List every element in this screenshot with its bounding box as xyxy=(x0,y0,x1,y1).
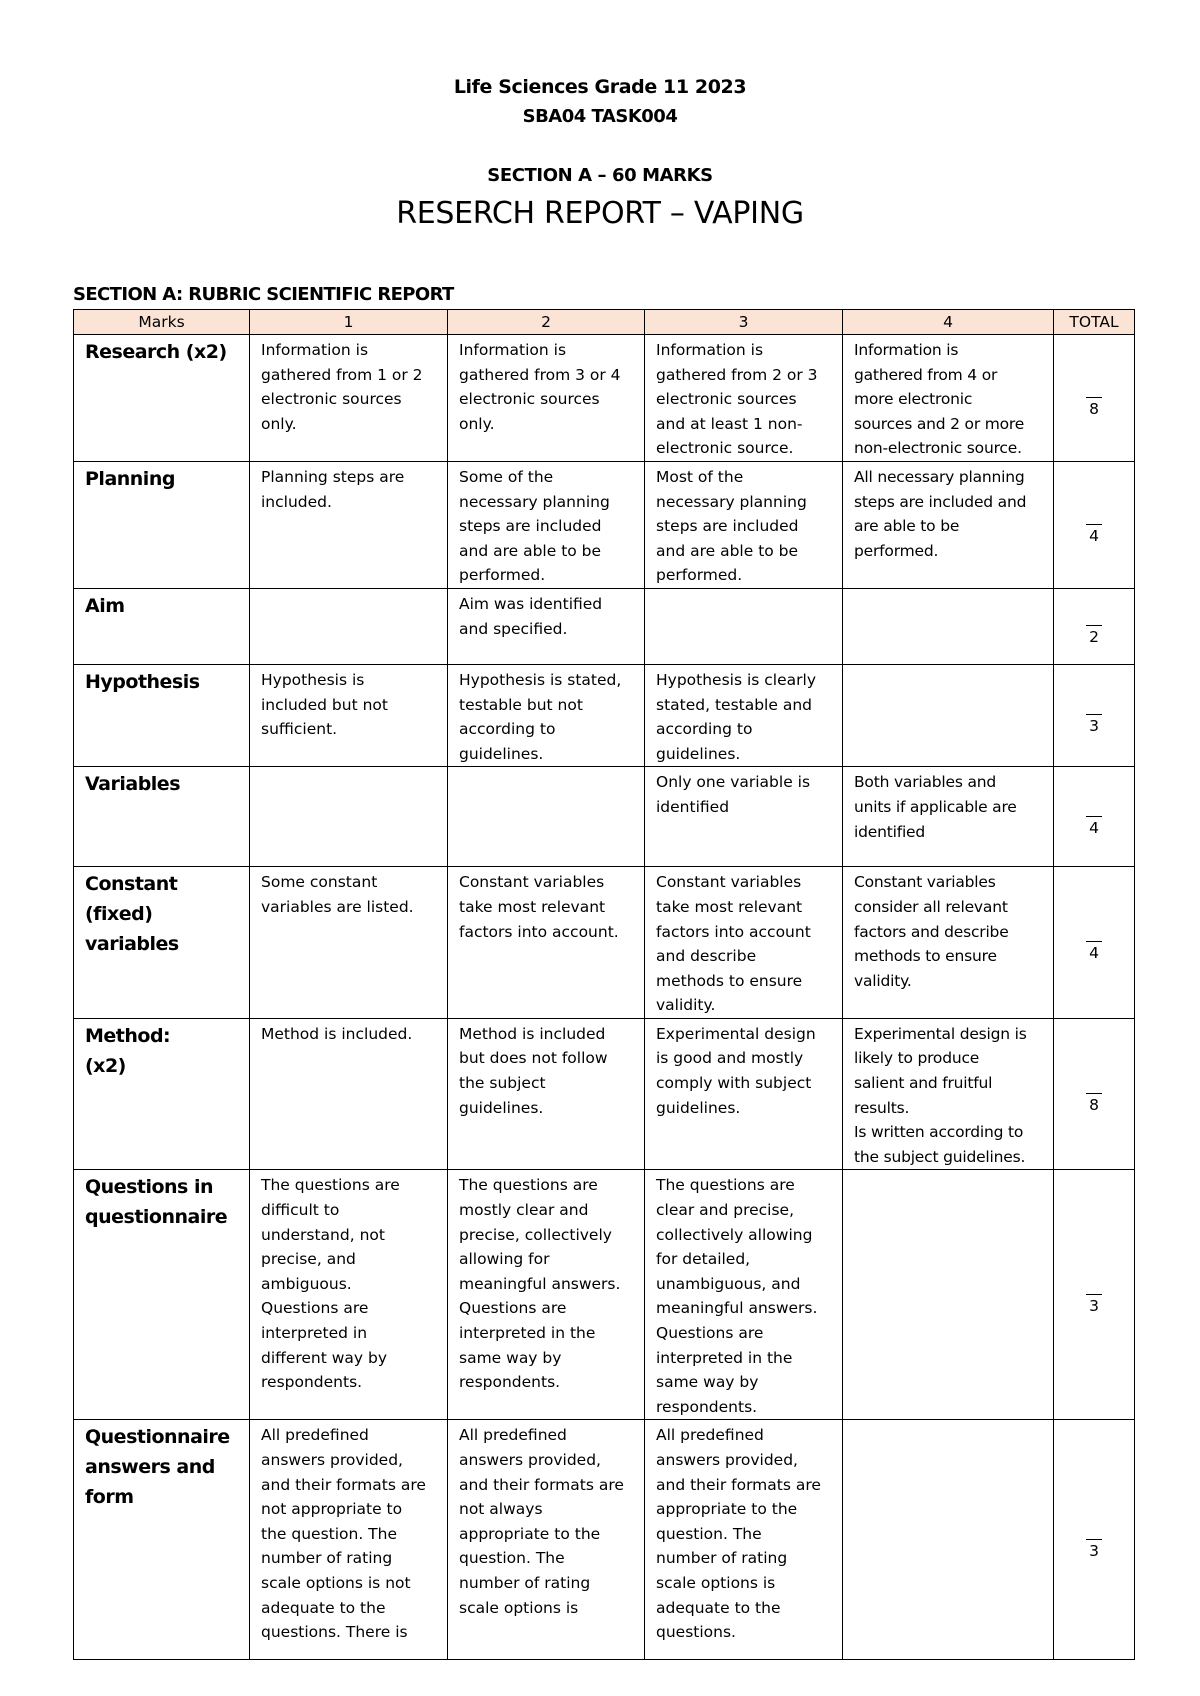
descriptor-level-4: Information is gathered from 4 or more electronic sources and 2 or more non-electronic source. xyxy=(843,335,1054,462)
total-marks: 2 xyxy=(1086,625,1102,647)
rubric-row-constant-variables xyxy=(74,867,1135,1019)
report-title: RESERCH REPORT – VAPING xyxy=(396,196,804,231)
header-marks: Marks xyxy=(74,310,250,335)
total-cell xyxy=(1054,588,1135,664)
document-subject-title: Life Sciences Grade 11 2023 xyxy=(453,76,747,98)
total-marks: 8 xyxy=(1086,1093,1102,1115)
descriptor-level-2: Hypothesis is stated, testable but not according to guidelines. xyxy=(448,664,645,766)
descriptor-level-1: All predefined answers provided, and their formats are not appropriate to the question. The number of rating scale options is not adequate to the questions. There is xyxy=(250,1420,448,1660)
rubric-row-questions xyxy=(74,1170,1135,1420)
descriptor-level-4: Constant variables consider all relevant factors and describe methods to ensure validity. xyxy=(843,867,1054,1019)
total-marks: 8 xyxy=(1086,397,1102,419)
rubric-section-title: SECTION A: RUBRIC SCIENTIFIC REPORT xyxy=(73,284,454,305)
total-cell xyxy=(1054,1018,1135,1170)
header-total: TOTAL xyxy=(1054,310,1135,335)
total-cell xyxy=(1054,867,1135,1019)
rubric-row-aim xyxy=(74,588,1135,664)
descriptor-level-3: Experimental design is good and mostly comply with subject guidelines. xyxy=(645,1018,843,1170)
section-marks-heading: SECTION A – 60 MARKS xyxy=(487,165,713,186)
descriptor-level-2 xyxy=(448,767,645,867)
descriptor-level-2: Some of the necessary planning steps are included and are able to be performed. xyxy=(448,461,645,588)
total-cell xyxy=(1054,1420,1135,1660)
task-code: SBA04 TASK004 xyxy=(522,106,678,127)
descriptor-level-3: Hypothesis is clearly stated, testable and according to guidelines. xyxy=(645,664,843,766)
descriptor-level-1: Method is included. xyxy=(250,1018,448,1170)
total-cell xyxy=(1054,335,1135,462)
descriptor-level-3 xyxy=(645,588,843,664)
descriptor-level-1: Some constant variables are listed. xyxy=(250,867,448,1019)
descriptor-level-4 xyxy=(843,1420,1054,1660)
descriptor-level-1: Information is gathered from 1 or 2 electronic sources only. xyxy=(250,335,448,462)
criterion-label: Aim xyxy=(74,588,250,664)
descriptor-level-3: The questions are clear and precise, collectively allowing for detailed, unambiguous, and meaningful answers. Questions are interpreted in the same way by respondents. xyxy=(645,1170,843,1420)
total-marks: 3 xyxy=(1086,1539,1102,1561)
header-level-4: 4 xyxy=(843,310,1054,335)
rubric-row-questionnaire-answers xyxy=(74,1420,1135,1660)
rubric-header-row xyxy=(74,310,1135,335)
total-cell xyxy=(1054,461,1135,588)
descriptor-level-3: Most of the necessary planning steps are included and are able to be performed. xyxy=(645,461,843,588)
total-marks: 4 xyxy=(1086,524,1102,546)
descriptor-level-2: Aim was identified and specified. xyxy=(448,588,645,664)
total-cell xyxy=(1054,1170,1135,1420)
total-marks: 4 xyxy=(1086,816,1102,838)
criterion-label: Hypothesis xyxy=(74,664,250,766)
descriptor-level-1 xyxy=(250,588,448,664)
criterion-label: Planning xyxy=(74,461,250,588)
rubric-row-research xyxy=(74,335,1135,462)
total-cell xyxy=(1054,664,1135,766)
descriptor-level-3: Only one variable is identified xyxy=(645,767,843,867)
rubric-row-hypothesis xyxy=(74,664,1135,766)
criterion-label: Variables xyxy=(74,767,250,867)
descriptor-level-4: Both variables and units if applicable are identified xyxy=(843,767,1054,867)
total-marks: 3 xyxy=(1086,1294,1102,1316)
descriptor-level-2: The questions are mostly clear and precise, collectively allowing for meaningful answers. Questions are interpreted in the same way by respondents. xyxy=(448,1170,645,1420)
descriptor-level-1 xyxy=(250,767,448,867)
total-marks: 4 xyxy=(1086,941,1102,963)
rubric-row-planning xyxy=(74,461,1135,588)
descriptor-level-4: Experimental design is likely to produce salient and fruitful results. Is written according to the subject guidelines. xyxy=(843,1018,1054,1170)
descriptor-level-1: The questions are difficult to understand, not precise, and ambiguous. Questions are interpreted in different way by respondents. xyxy=(250,1170,448,1420)
descriptor-level-4 xyxy=(843,1170,1054,1420)
descriptor-level-1: Planning steps are included. xyxy=(250,461,448,588)
header-level-3: 3 xyxy=(645,310,843,335)
descriptor-level-4 xyxy=(843,664,1054,766)
rubric-row-variables xyxy=(74,767,1135,867)
descriptor-level-4: All necessary planning steps are included and are able to be performed. xyxy=(843,461,1054,588)
criterion-label: Research (x2) xyxy=(74,335,250,462)
descriptor-level-2: All predefined answers provided, and their formats are not always appropriate to the question. The number of rating scale options is xyxy=(448,1420,645,1660)
criterion-label: Constant (fixed) variables xyxy=(74,867,250,1019)
total-marks: 3 xyxy=(1086,714,1102,736)
criterion-label: Method: (x2) xyxy=(74,1018,250,1170)
descriptor-level-2: Information is gathered from 3 or 4 electronic sources only. xyxy=(448,335,645,462)
descriptor-level-3: All predefined answers provided, and their formats are appropriate to the question. The number of rating scale options is adequate to the questions. xyxy=(645,1420,843,1660)
header-level-2: 2 xyxy=(448,310,645,335)
descriptor-level-1: Hypothesis is included but not sufficient. xyxy=(250,664,448,766)
criterion-label: Questions in questionnaire xyxy=(74,1170,250,1420)
total-cell xyxy=(1054,767,1135,867)
header-level-1: 1 xyxy=(250,310,448,335)
rubric-table xyxy=(73,309,1135,1660)
descriptor-level-3: Constant variables take most relevant factors into account and describe methods to ensure validity. xyxy=(645,867,843,1019)
descriptor-level-3: Information is gathered from 2 or 3 electronic sources and at least 1 non- electronic source. xyxy=(645,335,843,462)
descriptor-level-2: Constant variables take most relevant factors into account. xyxy=(448,867,645,1019)
rubric-row-method xyxy=(74,1018,1135,1170)
descriptor-level-2: Method is included but does not follow the subject guidelines. xyxy=(448,1018,645,1170)
descriptor-level-4 xyxy=(843,588,1054,664)
criterion-label: Questionnaire answers and form xyxy=(74,1420,250,1660)
